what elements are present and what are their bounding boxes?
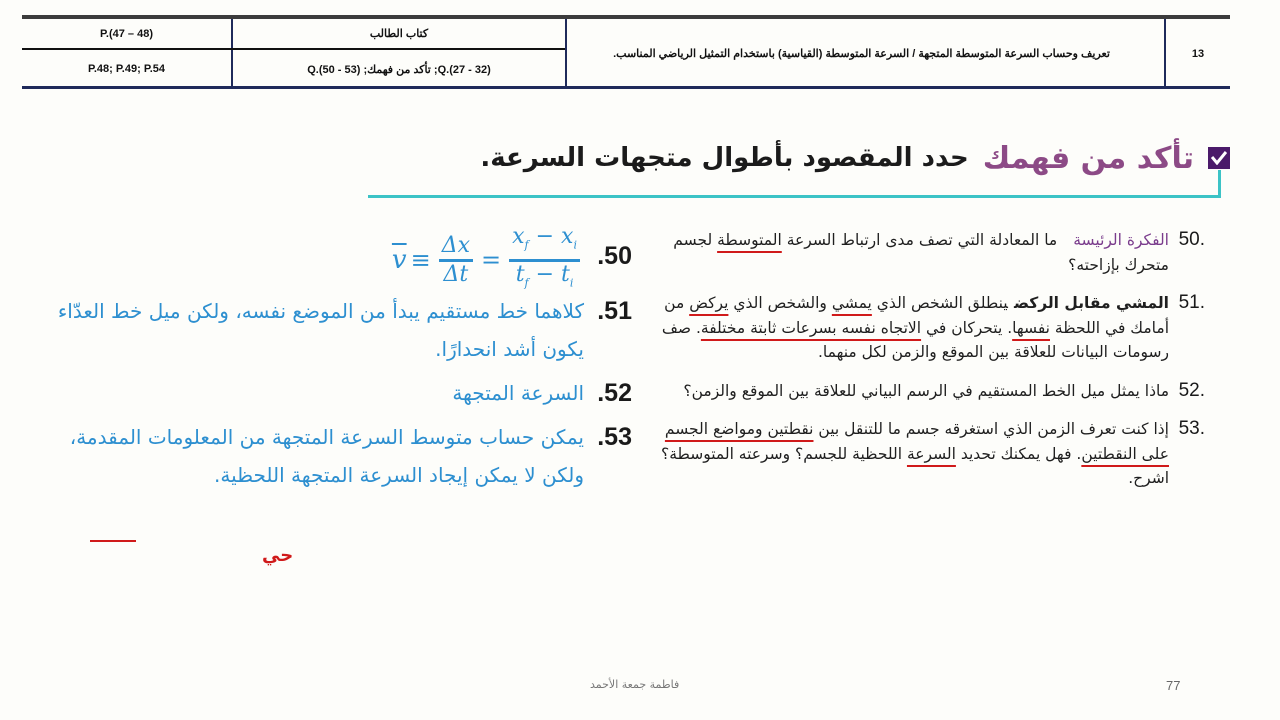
velocity-symbol: $\overline{v}$ bbox=[391, 245, 407, 275]
question-text: ينطلق الشخص الذي bbox=[871, 294, 1008, 312]
answer-text: كلاهما خط مستقيم يبدأ من الموضع نفسه، ولكن ميل خط العدّاء يكون أشد انحدارًا. bbox=[57, 299, 584, 361]
lesson-header-table bbox=[22, 15, 1230, 89]
answer-text: السرعة المتجهة bbox=[452, 381, 584, 405]
underlined-text: نفسها bbox=[1012, 318, 1050, 337]
heading-rule bbox=[1218, 170, 1221, 198]
answers-list bbox=[40, 224, 632, 500]
subscript: i bbox=[573, 238, 577, 252]
answer-number: .53 bbox=[597, 423, 632, 451]
t-final: t bbox=[515, 261, 525, 287]
question-text: ماذا يمثل ميل الخط المستقيم في الرسم البياني للعلاقة بين الموقع والزمن؟ bbox=[683, 381, 1169, 400]
pages-list-cell: P.48; P.49; P.54 bbox=[87, 63, 166, 75]
section-heading bbox=[480, 138, 1230, 178]
question-text: . فهل يمكنك تحديد bbox=[955, 444, 1082, 463]
underlined-text: الاتجاه نفسه بسرعات ثابتة مختلفة bbox=[700, 318, 922, 337]
minus: − bbox=[528, 224, 562, 250]
lesson-number-cell: 13 bbox=[1191, 47, 1205, 60]
equiv-sign: ≡ bbox=[410, 246, 431, 274]
question-number: 50. bbox=[1178, 229, 1205, 250]
answer-text: يمكن حساب متوسط السرعة المتجهة من المعلومات المقدمة، ولكن لا يمكن إيجاد السرعة المتجهة اللحظية. bbox=[69, 425, 584, 487]
subscript: f bbox=[524, 275, 529, 289]
footer-author: فاطمة جمعة الأحمد bbox=[590, 678, 680, 691]
question-53 bbox=[660, 417, 1205, 491]
x-final: x bbox=[512, 224, 525, 250]
pen-underline-mark bbox=[90, 540, 136, 542]
underlined-text: نقطتين ومواضع الجسم على النقطتين bbox=[664, 420, 1169, 463]
question-text: والشخص الذي bbox=[728, 294, 832, 312]
numerator bbox=[509, 224, 580, 258]
underlined-text: يمشي bbox=[831, 294, 872, 312]
answer-number: .50 bbox=[597, 242, 632, 270]
question-number: 52. bbox=[1178, 379, 1205, 401]
questions-list bbox=[660, 228, 1205, 505]
underlined-text: السرعة bbox=[906, 444, 956, 463]
subscript: i bbox=[569, 275, 574, 289]
book-questions-cell: Q.(50 - 53) ;تأكد من فهمك ;Q.(27 - 32) bbox=[307, 63, 491, 76]
question-text: . يتحركان في bbox=[921, 318, 1013, 337]
question-label: المشي مقابل الركض bbox=[1013, 294, 1169, 312]
question-number: 53. bbox=[1178, 418, 1205, 439]
answer-50-formula bbox=[40, 224, 632, 292]
underlined-text: يركض bbox=[689, 294, 729, 312]
minus: − bbox=[528, 261, 562, 287]
section-title-accent: تأكد من فهمك bbox=[982, 140, 1194, 176]
question-text: لجسم متحرك بإزاحته؟ bbox=[673, 231, 1169, 274]
denominator: Δt bbox=[443, 261, 469, 287]
answer-number: .51 bbox=[597, 297, 632, 325]
underlined-text: المتوسطة bbox=[717, 231, 782, 249]
question-text: اللحظية للجسم؟ وسرعته المتوسطة؟ اشرح. bbox=[660, 444, 1169, 487]
question-text: إذا كنت تعرف الزمن الذي استغرقه جسم ما للتنقل بين bbox=[813, 420, 1169, 438]
fraction-difference bbox=[509, 224, 580, 296]
page-number: 77 bbox=[1166, 678, 1181, 693]
book-label-cell: كتاب الطالب bbox=[369, 28, 429, 40]
equals-sign: = bbox=[481, 246, 502, 274]
x-initial: x bbox=[561, 224, 574, 250]
subscript: f bbox=[524, 238, 529, 252]
question-text: من أمامك في اللحظة bbox=[664, 294, 1169, 337]
pen-annotation: حي bbox=[262, 545, 294, 566]
section-title: حدد المقصود بأطوال متجهات السرعة. bbox=[480, 143, 969, 173]
pages-range-cell: P.(47 – 48) bbox=[99, 27, 153, 40]
lesson-objective-cell: تعريف وحساب السرعة المتوسطة المتجهة / السرعة المتوسطة (القياسية) باستخدام التمثيل الرياضي المناسب. bbox=[613, 48, 1110, 60]
answer-53 bbox=[40, 418, 632, 494]
question-51 bbox=[660, 291, 1205, 365]
question-52 bbox=[660, 379, 1205, 404]
question-50 bbox=[660, 228, 1205, 277]
question-number: 51. bbox=[1178, 292, 1205, 313]
checkbox-icon bbox=[1208, 147, 1230, 169]
question-text: ما المعادلة التي تصف مدى ارتباط السرعة bbox=[781, 231, 1058, 249]
heading-rule bbox=[368, 195, 1220, 198]
t-initial: t bbox=[561, 261, 570, 287]
denominator bbox=[513, 262, 577, 296]
answer-51 bbox=[40, 292, 632, 368]
answer-52 bbox=[40, 374, 632, 412]
numerator: Δx bbox=[441, 232, 471, 258]
question-label: الفكرة الرئيسة bbox=[1073, 231, 1169, 249]
fraction-delta bbox=[439, 233, 473, 288]
question-text: . صف رسومات البيانات للعلاقة بين الموقع والزمن لكل منهما. bbox=[661, 318, 1169, 361]
answer-number: .52 bbox=[597, 379, 632, 407]
